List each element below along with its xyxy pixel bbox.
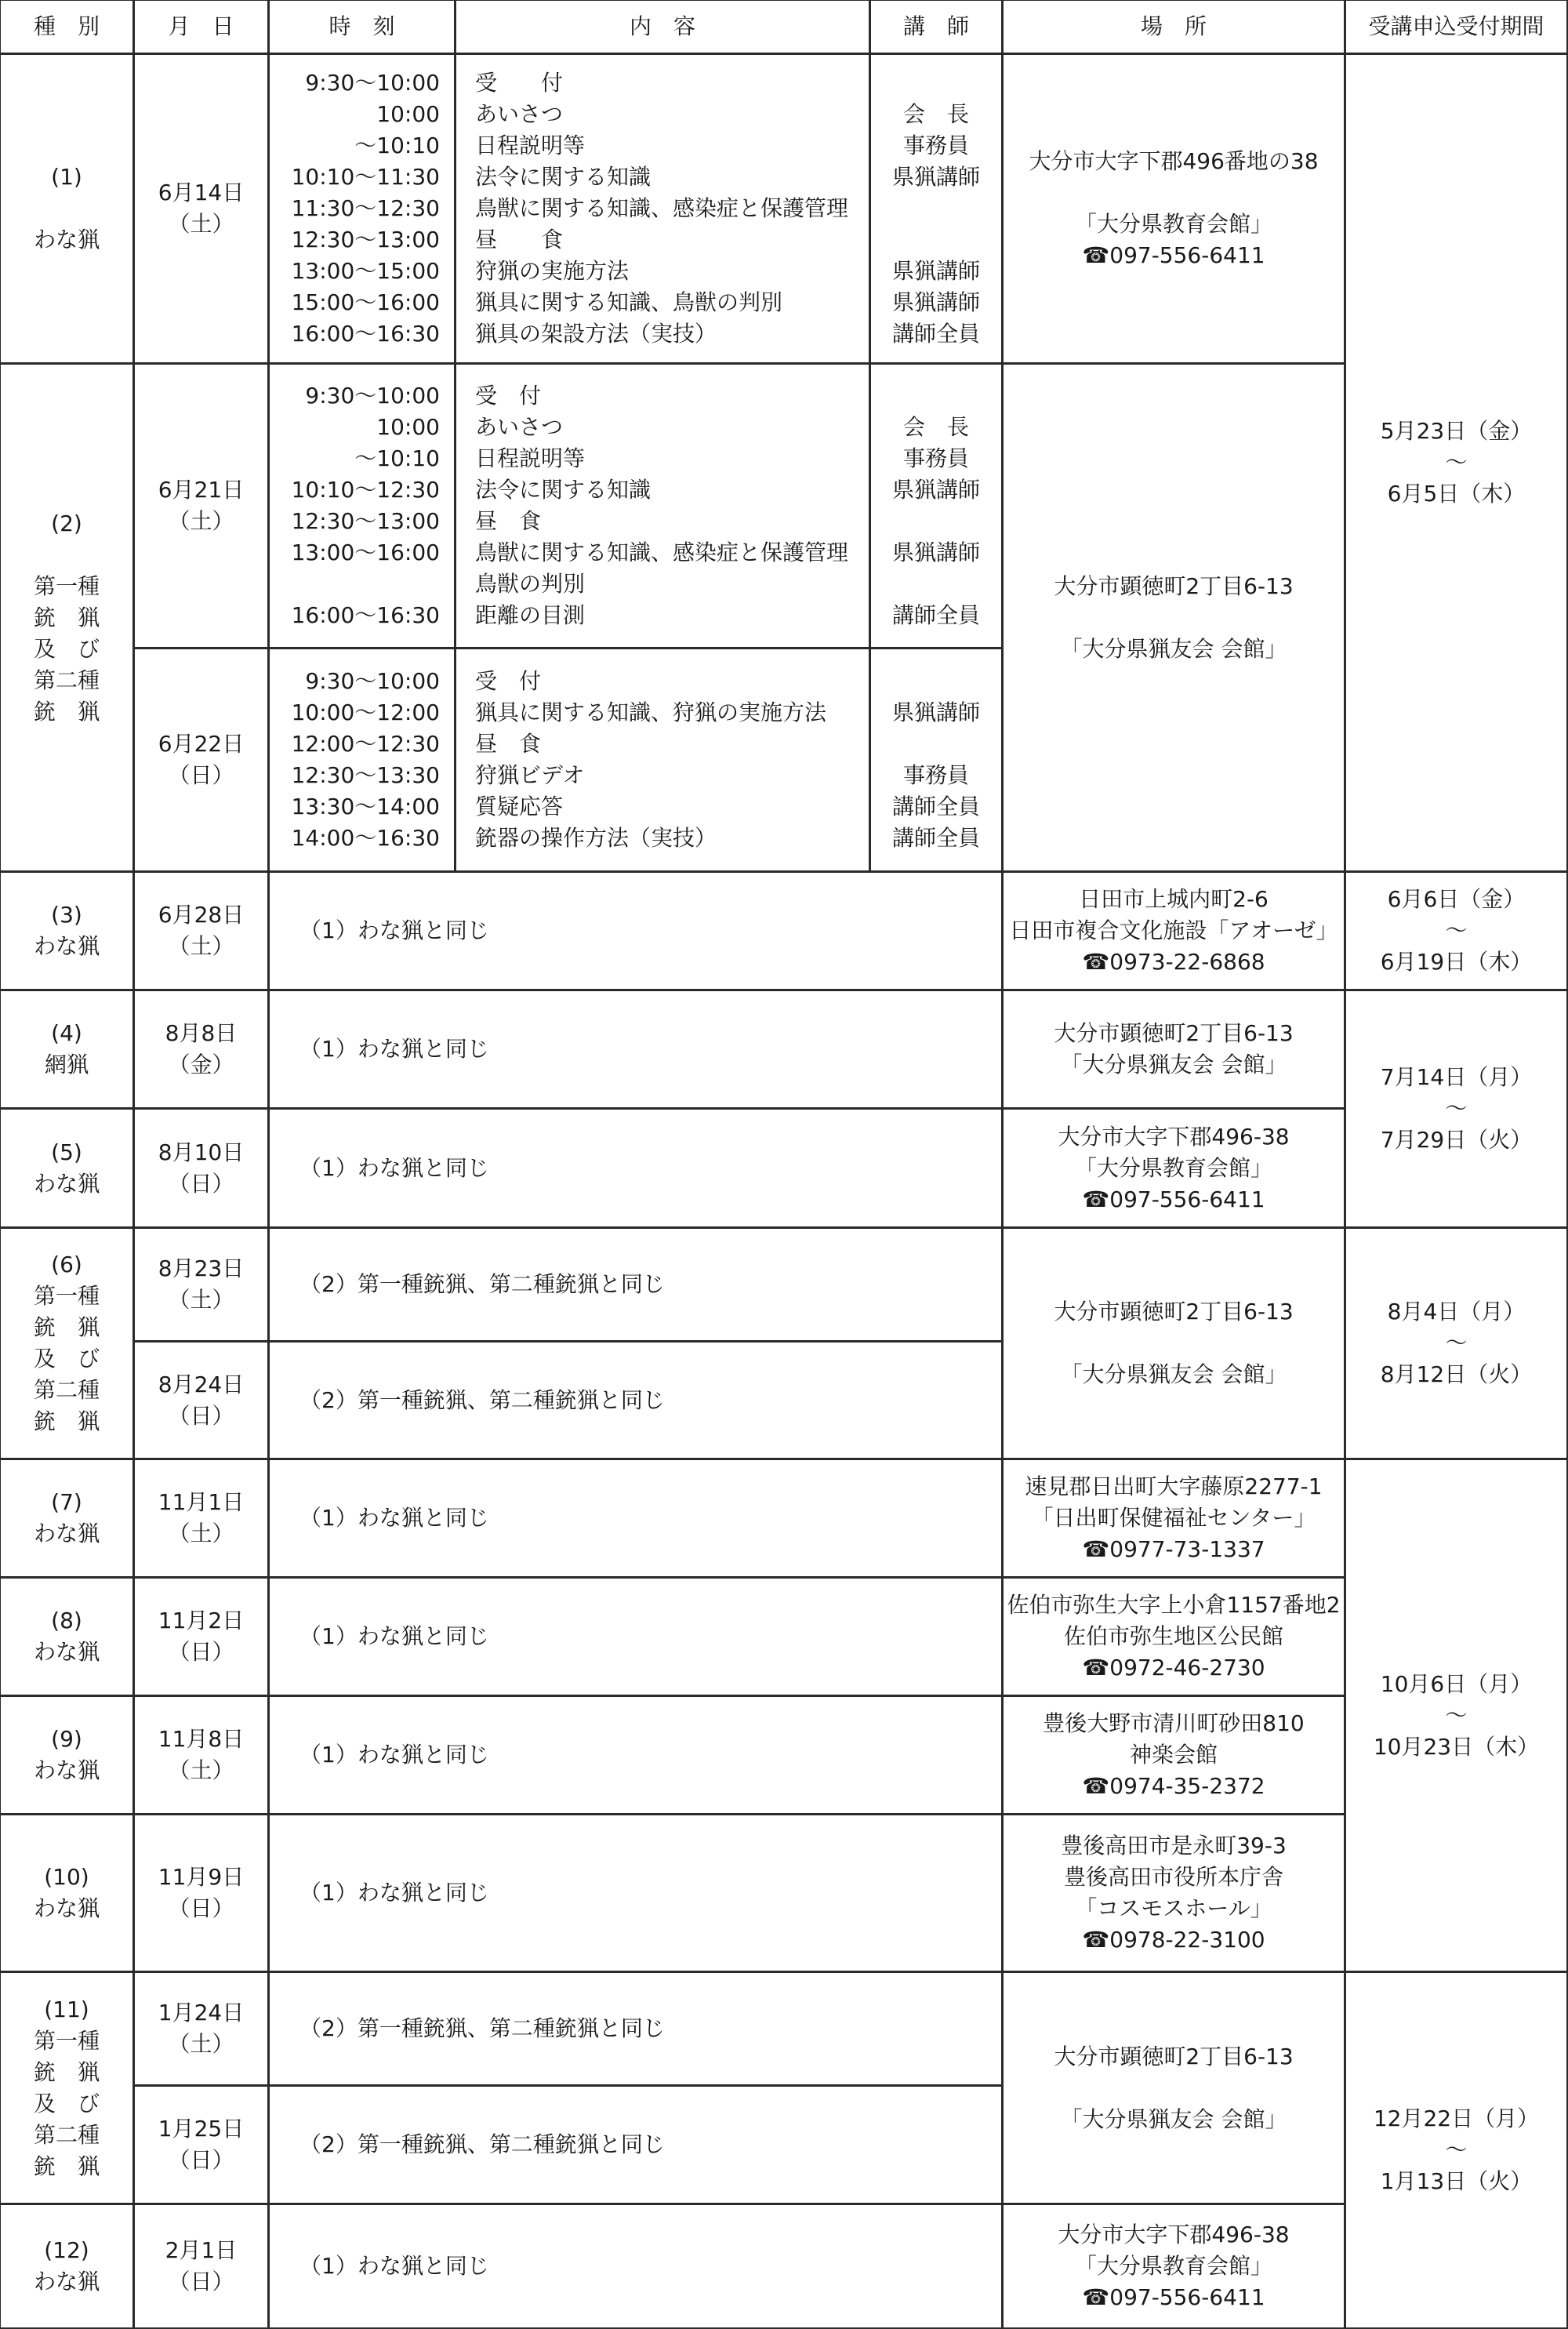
s2-day2-contents-line: 銃器の操作方法（実技）: [475, 825, 717, 851]
s2-day1-times-line: [270, 569, 454, 600]
s6-date1-line: 8月23日: [158, 1255, 245, 1281]
s6-period-line: 8月4日（月）: [1387, 1299, 1526, 1324]
s1-kind-line: (1): [51, 164, 82, 190]
s7-kind-line: わな猟: [33, 1521, 100, 1546]
s10-date: [133, 1814, 269, 1972]
s1-times-line: 13:00～15:00: [291, 258, 440, 284]
s5-note-line: （1）わな猟と同じ: [299, 1154, 489, 1181]
s2-day1-contents-line: 鳥獣に関する知識、感染症と保護管理: [475, 540, 849, 565]
s12-date-line: （日）: [168, 2269, 234, 2294]
s7-kind: [0, 1459, 134, 1578]
s3-place-line: 日田市複合文化施設「アオーゼ」: [1009, 917, 1338, 943]
s9-place-line: 神楽会館: [1129, 1742, 1218, 1768]
s5-date-line: 8月10日: [158, 1139, 245, 1165]
s6-date2-line: （日）: [168, 1402, 234, 1429]
header-date: 月 日: [133, 0, 269, 54]
s9-date-line: 11月8日: [158, 1726, 245, 1752]
s2-day1-date: [133, 363, 269, 649]
s4-place-line: 大分市顕徳町2丁目6-13: [1054, 1020, 1294, 1046]
s12-place: [1002, 2204, 1345, 2329]
s2-day1-contents-line: あいさつ: [475, 414, 564, 440]
s11-date1-line: 1月24日: [158, 2000, 245, 2026]
s1-times-line: 15:00～16:00: [291, 289, 440, 315]
s5-note: [268, 1108, 1003, 1228]
s9-note-line: （1）わな猟と同じ: [299, 1742, 489, 1768]
s2-day1-times-line: ～10:10: [354, 445, 440, 471]
s2-place: [1002, 363, 1345, 872]
s1-times-line: 11:30～12:30: [291, 195, 440, 221]
s7-place-line: ☎0977-73-1337: [1082, 1536, 1265, 1562]
s8-kind-line: (8): [51, 1608, 82, 1633]
s2-day1-times-line: 9:30～10:00: [305, 383, 440, 409]
s2-place-line: 「大分県猟友会 会館」: [1060, 635, 1287, 662]
s10-place-line: ☎0978-22-3100: [1082, 1927, 1265, 1953]
period-s7-s10: [1345, 1459, 1568, 1972]
s11-place: [1002, 1971, 1345, 2204]
s1-times-line: 10:00: [376, 101, 440, 127]
period-s7-s10-line: 10月6日（月）: [1380, 1670, 1533, 1697]
s11-kind-line: 第二種: [33, 2121, 100, 2148]
s11-kind-line: 銃 猟: [33, 2058, 100, 2085]
s10-place-line: 「コスモスホール」: [1075, 1895, 1272, 1921]
s5-place-line: 「大分県教育会館」: [1074, 1154, 1272, 1181]
s2-kind-line: 銃 猟: [33, 698, 100, 725]
s2-day2-date: [133, 648, 269, 872]
s11-kind-line: 銃 猟: [33, 2153, 100, 2179]
s5-date: [133, 1108, 269, 1228]
s8-note-line: （1）わな猟と同じ: [299, 1623, 489, 1649]
s10-note: [268, 1814, 1003, 1972]
s1-times-line: ～10:10: [354, 133, 440, 158]
s1-times-line: 16:00～16:30: [291, 321, 440, 347]
s12-note: [268, 2204, 1003, 2329]
s6-kind-line: 第二種: [33, 1377, 100, 1403]
s1-contents-line: 猟具の架設方法（実技）: [475, 321, 717, 347]
s8-place-line: 佐伯市弥生地区公民館: [1063, 1623, 1283, 1649]
s11-kind: [0, 1971, 134, 2204]
s6-note1-line: （2）第一種銃猟、第二種銃猟と同じ: [299, 1271, 665, 1297]
s11-kind-line: (11): [44, 1996, 89, 2022]
s5-kind: [0, 1108, 134, 1228]
header-kind: 種 別: [0, 0, 134, 54]
s9-date: [133, 1695, 269, 1815]
s12-place-line: ☎097-556-6411: [1082, 2284, 1265, 2310]
s2-day1-contents-line: 距離の目測: [475, 602, 586, 628]
s1-lecturers-line: 県猟講師: [891, 164, 980, 190]
s10-kind: [0, 1814, 134, 1972]
s3-period: [1345, 871, 1568, 990]
s12-place-line: 「大分県教育会館」: [1074, 2253, 1272, 2279]
s4-kind-line: 網猟: [44, 1052, 89, 1077]
s1-lecturers-line: 事務員: [902, 133, 969, 158]
s2-day1-lecturers-line: 事務員: [902, 445, 969, 471]
s3-period-line: 6月6日（金）: [1387, 886, 1526, 912]
s10-kind-line: わな猟: [33, 1895, 100, 1921]
header-place: 場 所: [1002, 0, 1345, 54]
header-content: 内 容: [455, 0, 870, 54]
s11-date2-line: 1月25日: [158, 2116, 245, 2142]
s2-day1-times-line: 13:00～16:00: [291, 540, 440, 565]
s12-kind-line: (12): [44, 2237, 89, 2263]
s2-day1-lecturers-line: 講師全員: [891, 602, 980, 628]
s2-day2-lecturers-line: 県猟講師: [891, 699, 980, 725]
period-s7-s10-line: 10月23日（木）: [1373, 1733, 1540, 1760]
s7-note-line: （1）わな猟と同じ: [299, 1505, 489, 1531]
s5-place-line: ☎097-556-6411: [1082, 1186, 1265, 1212]
s2-day2-times-line: 12:00～12:30: [291, 731, 440, 757]
s1-contents-line: 猟具に関する知識、鳥獣の判別: [475, 289, 783, 315]
s2-day1-contents-line: 法令に関する知識: [475, 477, 652, 503]
s1-contents-line: 鳥獣に関する知識、感染症と保護管理: [475, 195, 849, 221]
s5-kind-line: (5): [51, 1139, 82, 1165]
s11-kind-line: 及 び: [33, 2090, 100, 2116]
s9-date-line: （土）: [168, 1757, 234, 1783]
s11-date2-line: （日）: [168, 2147, 234, 2173]
s12-date-line: 2月1日: [165, 2237, 238, 2263]
s11-place-line: 「大分県猟友会 会館」: [1060, 2106, 1287, 2132]
s1-date-line: 6月14日: [158, 180, 245, 205]
s6-kind: [0, 1227, 134, 1459]
s3-date: [133, 871, 269, 990]
s7-kind-line: (7): [51, 1489, 82, 1515]
s2-day1-contents-line: 鳥獣の判別: [475, 571, 586, 597]
s10-note-line: （1）わな猟と同じ: [299, 1880, 489, 1906]
s1-lecturers-line: 県猟講師: [891, 258, 980, 284]
s3-period-line: 6月19日（木）: [1380, 949, 1533, 975]
s12-note-line: （1）わな猟と同じ: [299, 2253, 489, 2279]
s1-lecturers-line: 県猟講師: [891, 289, 980, 315]
s2-day2-times-line: 14:00～16:30: [291, 825, 440, 851]
s2-day2-times-line: 9:30～10:00: [305, 668, 440, 694]
s2-day2-date-line: 6月22日: [158, 731, 245, 757]
s2-day1-contents: [455, 363, 870, 649]
s2-day1-times: [268, 363, 456, 649]
s2-day1-contents-line: 受 付: [475, 383, 542, 409]
period-s11-s12-line: 12月22日（月）: [1373, 2106, 1540, 2131]
s6-kind-line: 第一種: [33, 1283, 100, 1309]
s2-day1-times-line: 10:00: [376, 414, 440, 440]
s4-note: [268, 990, 1003, 1109]
s7-date: [133, 1459, 269, 1578]
s6-kind-line: (6): [51, 1252, 82, 1277]
s2-day2-contents-line: 狩猟ビデオ: [475, 762, 585, 788]
s3-note-line: （1）わな猟と同じ: [299, 917, 489, 943]
s2-day1-contents-line: 昼 食: [475, 508, 542, 534]
header-period: 受講申込受付期間: [1345, 0, 1568, 54]
s1-contents-line: 日程説明等: [475, 133, 586, 158]
s4-note-line: （1）わな猟と同じ: [299, 1036, 489, 1062]
s5-place-line: 大分市大字下郡496-38: [1058, 1123, 1290, 1150]
s11-date1: [133, 1971, 269, 2086]
s9-place-line: 豊後大野市清川町砂田810: [1043, 1710, 1305, 1736]
s1-times: [268, 53, 456, 364]
period-s1-s2: [1345, 53, 1568, 872]
s2-place-line: 大分市顕徳町2丁目6-13: [1054, 572, 1294, 599]
s1-place: [1002, 53, 1345, 364]
s2-day1-times-line: 12:30～13:00: [291, 508, 440, 534]
s7-date-line: （土）: [168, 1521, 234, 1546]
s4-place-line: 「大分県猟友会 会館」: [1060, 1052, 1287, 1077]
s2-kind-line: 第一種: [33, 572, 100, 599]
period-s4-s5-line: 7月14日（月）: [1380, 1064, 1533, 1090]
s11-note1-line: （2）第一種銃猟、第二種銃猟と同じ: [299, 2015, 665, 2041]
s2-kind-line: 第二種: [33, 667, 100, 693]
s3-note: [268, 871, 1003, 990]
s2-day1-contents-line: 日程説明等: [475, 445, 586, 471]
period-s11-s12: [1345, 1971, 1568, 2329]
s8-place-line: ☎0972-46-2730: [1082, 1655, 1265, 1680]
s9-kind-line: わな猟: [33, 1757, 100, 1783]
s11-kind-line: 第一種: [33, 2027, 100, 2054]
s6-date1-line: （土）: [168, 1287, 234, 1313]
s8-date-line: （日）: [168, 1639, 234, 1665]
s6-place-line: 大分市顕徳町2丁目6-13: [1054, 1299, 1294, 1324]
s12-kind-line: わな猟: [33, 2269, 100, 2294]
s10-place-line: 豊後高田市是永町39-3: [1061, 1833, 1287, 1858]
s9-kind-line: (9): [51, 1726, 82, 1752]
s10-place-line: 豊後高田市役所本庁舎: [1063, 1864, 1283, 1890]
s2-kind-line: 銃 猟: [33, 604, 100, 630]
s6-period-line: ～: [1445, 1330, 1468, 1356]
s6-date2-line: 8月24日: [158, 1371, 245, 1397]
s1-contents-line: 狩猟の実施方法: [475, 258, 630, 284]
s3-date-line: （土）: [168, 933, 234, 959]
s8-date: [133, 1577, 269, 1696]
s7-place-line: 「日出町保健福祉センター」: [1031, 1505, 1316, 1531]
period-s4-s5: [1345, 990, 1568, 1228]
s11-note1: [268, 1971, 1003, 2086]
s2-kind-line: (2): [51, 510, 82, 536]
s12-kind: [0, 2204, 134, 2329]
s2-day1-lecturers: [869, 363, 1003, 649]
s9-place-line: ☎0974-35-2372: [1082, 1773, 1265, 1799]
header-time: 時 刻: [268, 0, 456, 54]
s11-note2: [268, 2085, 1003, 2204]
s1-lecturers: [869, 53, 1003, 364]
s2-day2-contents-line: 猟具に関する知識、狩猟の実施方法: [475, 699, 827, 725]
s4-kind: [0, 990, 134, 1109]
s5-kind-line: わな猟: [33, 1170, 100, 1197]
s1-kind-line: わな猟: [33, 227, 100, 253]
s6-kind-line: 銃 猟: [33, 1314, 100, 1340]
s1-contents-line: あいさつ: [475, 101, 564, 127]
s4-date: [133, 990, 269, 1109]
s1-contents: [455, 53, 870, 364]
s3-place-line: ☎0973-22-6868: [1082, 949, 1265, 975]
s5-date-line: （日）: [168, 1170, 234, 1197]
s6-place-line: 「大分県猟友会 会館」: [1060, 1361, 1287, 1387]
period-s1-s2-line: ～: [1445, 449, 1468, 475]
s3-place-line: 日田市上城内町2-6: [1079, 886, 1269, 912]
s11-note2-line: （2）第一種銃猟、第二種銃猟と同じ: [299, 2131, 665, 2157]
s2-day1-date-line: （土）: [168, 508, 234, 534]
s1-date-line: （土）: [168, 211, 234, 237]
s1-times-line: 10:10～11:30: [291, 164, 440, 190]
s2-day2-contents: [455, 648, 870, 872]
s9-place: [1002, 1695, 1345, 1815]
s8-date-line: 11月2日: [158, 1608, 245, 1633]
s6-note2: [268, 1341, 1003, 1459]
s4-date-line: 8月8日: [165, 1020, 238, 1046]
s8-place: [1002, 1577, 1345, 1696]
period-s11-s12-line: 1月13日（火）: [1380, 2168, 1533, 2194]
s1-contents-line: 法令に関する知識: [475, 164, 652, 190]
s11-date1-line: （土）: [168, 2031, 234, 2057]
s10-kind-line: (10): [44, 1864, 89, 1890]
s10-date-line: （日）: [168, 1895, 234, 1921]
s1-contents-line: 昼 食: [475, 227, 564, 253]
s2-day2-lecturers-line: 講師全員: [891, 794, 980, 819]
s3-date-line: 6月28日: [158, 902, 245, 928]
s1-kind: [0, 53, 134, 364]
s6-period: [1345, 1227, 1568, 1459]
s3-place: [1002, 871, 1345, 990]
s2-day2-times-line: 10:00～12:00: [291, 699, 440, 725]
s3-period-line: ～: [1445, 917, 1468, 943]
s2-day2-date-line: （日）: [168, 762, 234, 788]
s2-day2-lecturers: [869, 648, 1003, 872]
s11-place-line: 大分市顕徳町2丁目6-13: [1054, 2043, 1294, 2069]
s6-note1: [268, 1227, 1003, 1342]
s6-note2-line: （2）第一種銃猟、第二種銃猟と同じ: [299, 1386, 665, 1413]
s3-kind: [0, 871, 134, 990]
s4-place: [1002, 990, 1345, 1109]
s5-place: [1002, 1108, 1345, 1228]
s2-day1-lecturers-line: 県猟講師: [891, 477, 980, 503]
s7-place-line: 速見郡日出町大字藤原2277-1: [1025, 1473, 1323, 1499]
s12-place-line: 大分市大字下郡496-38: [1058, 2222, 1290, 2247]
period-s1-s2-line: 5月23日（金）: [1380, 418, 1533, 444]
period-s4-s5-line: 7月29日（火）: [1380, 1127, 1533, 1153]
s7-note: [268, 1459, 1003, 1578]
s4-date-line: （金）: [168, 1052, 234, 1077]
s9-kind: [0, 1695, 134, 1815]
s6-period-line: 8月12日（火）: [1380, 1361, 1533, 1387]
s7-date-line: 11月1日: [158, 1489, 245, 1515]
s2-day2-times-line: 13:30～14:00: [291, 794, 440, 819]
period-s7-s10-line: ～: [1445, 1702, 1468, 1728]
period-s4-s5-line: ～: [1445, 1095, 1468, 1121]
s2-kind-line: 及 び: [33, 635, 100, 662]
s1-lecturers-line: 講師全員: [891, 321, 980, 347]
s1-place-line: 「大分県教育会館」: [1074, 211, 1272, 237]
s2-day1-date-line: 6月21日: [158, 477, 245, 503]
period-s11-s12-line: ～: [1445, 2137, 1468, 2163]
s1-contents-line: 受 付: [475, 70, 564, 96]
header-lecturer: 講 師: [869, 0, 1003, 54]
s11-date2: [133, 2085, 269, 2204]
s2-day2-lecturers-line: 事務員: [902, 762, 969, 788]
s6-place: [1002, 1227, 1345, 1459]
s1-lecturers-line: 会 長: [902, 101, 969, 127]
s1-date: [133, 53, 269, 364]
s1-place-line: 大分市大字下郡496番地の38: [1029, 148, 1319, 174]
s2-day1-times-line: 16:00～16:30: [291, 602, 440, 628]
s2-day1-times-line: 10:10～12:30: [291, 477, 440, 503]
s2-day2-contents-line: 受 付: [475, 668, 542, 694]
s10-date-line: 11月9日: [158, 1864, 245, 1890]
s8-kind-line: わな猟: [33, 1639, 100, 1665]
s2-day2-times: [268, 648, 456, 872]
s8-place-line: 佐伯市弥生大字上小倉1157番地2: [1007, 1592, 1341, 1618]
s8-note: [268, 1577, 1003, 1696]
s10-place: [1002, 1814, 1345, 1972]
s3-kind-line: (3): [51, 902, 82, 928]
period-s1-s2-line: 6月5日（木）: [1387, 481, 1526, 507]
s6-kind-line: 銃 猟: [33, 1408, 100, 1434]
s8-kind: [0, 1577, 134, 1696]
s2-day2-contents-line: 質疑応答: [475, 794, 564, 819]
s2-day1-lecturers-line: 県猟講師: [891, 540, 980, 565]
s1-times-line: 9:30～10:00: [305, 70, 440, 96]
s1-place-line: ☎097-556-6411: [1082, 242, 1265, 268]
s12-date: [133, 2204, 269, 2329]
s1-times-line: 12:30～13:00: [291, 227, 440, 253]
s9-note: [268, 1695, 1003, 1815]
s2-day2-times-line: 12:30～13:30: [291, 762, 440, 788]
s2-day2-lecturers-line: 講師全員: [891, 825, 980, 851]
s2-kind: [0, 363, 134, 872]
s3-kind-line: わな猟: [33, 933, 100, 959]
s2-day1-lecturers-line: 会 長: [902, 414, 969, 440]
s2-day2-contents-line: 昼 食: [475, 731, 542, 757]
s6-kind-line: 及 び: [33, 1346, 100, 1372]
s6-date2: [133, 1341, 269, 1459]
s7-place: [1002, 1459, 1345, 1578]
s4-kind-line: (4): [51, 1020, 82, 1046]
s6-date1: [133, 1227, 269, 1342]
